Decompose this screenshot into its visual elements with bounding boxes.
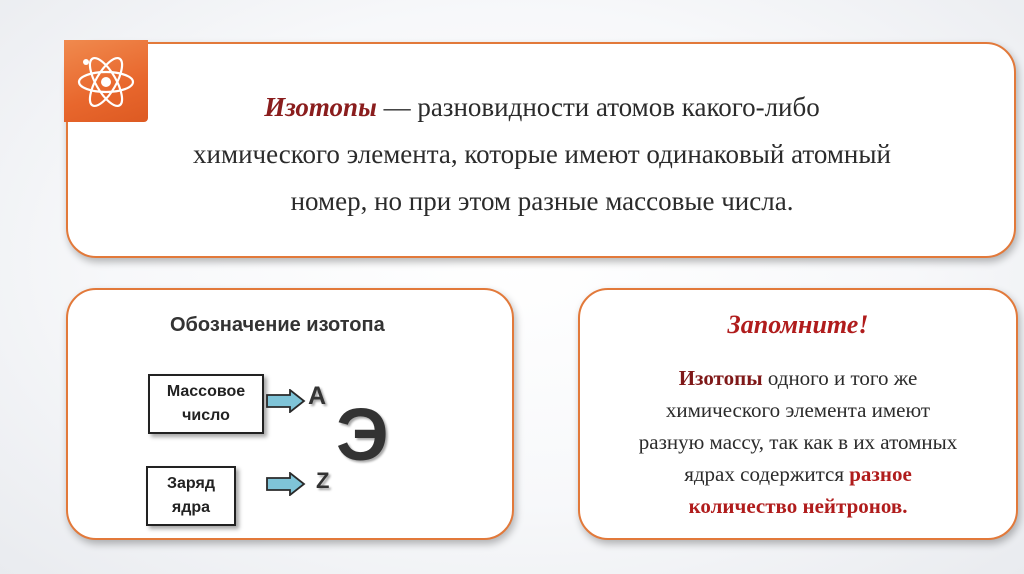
- charge-box-line-1: Заряд: [167, 475, 215, 492]
- remember-line-2: химического элемента имеют: [665, 398, 931, 422]
- remember-title: Запомните!: [727, 310, 869, 339]
- arrow-right-icon: [266, 389, 306, 413]
- mass-box-line-2: число: [182, 407, 230, 424]
- remember-term: Изотопы: [678, 366, 763, 390]
- charge-letter: Z: [316, 468, 330, 493]
- remember-emphasis-1: разное: [849, 462, 912, 486]
- mass-letter: A: [308, 382, 327, 410]
- notation-title: Обозначение изотопа: [170, 314, 385, 336]
- remember-emphasis-2: количество нейтронов: [688, 494, 903, 518]
- remember-line-4: ядрах содержится: [684, 462, 850, 486]
- remember-text: [596, 362, 1000, 522]
- definition-line-3: номер, но при этом разные массовые числа.: [290, 186, 794, 216]
- remember-line-3: разную массу, так как в их атомных: [638, 430, 958, 454]
- definition-text: [92, 84, 992, 225]
- nuclear-charge-box: [146, 466, 236, 526]
- remember-end-dot: .: [902, 494, 908, 518]
- charge-box-line-2: ядра: [171, 499, 211, 516]
- arrow-right-icon: [266, 472, 306, 496]
- element-symbol: Э: [336, 393, 389, 476]
- mass-number-box: [148, 374, 264, 434]
- mass-box-line-1: Массовое: [166, 383, 246, 400]
- definition-line-2: химического элемента, которые имеют одинаковый атомный: [193, 139, 891, 169]
- definition-line-1: — разновидности атомов какого-либо: [376, 92, 820, 122]
- remember-line-1: одного и того же: [762, 366, 918, 390]
- definition-term: Изотопы: [264, 92, 377, 122]
